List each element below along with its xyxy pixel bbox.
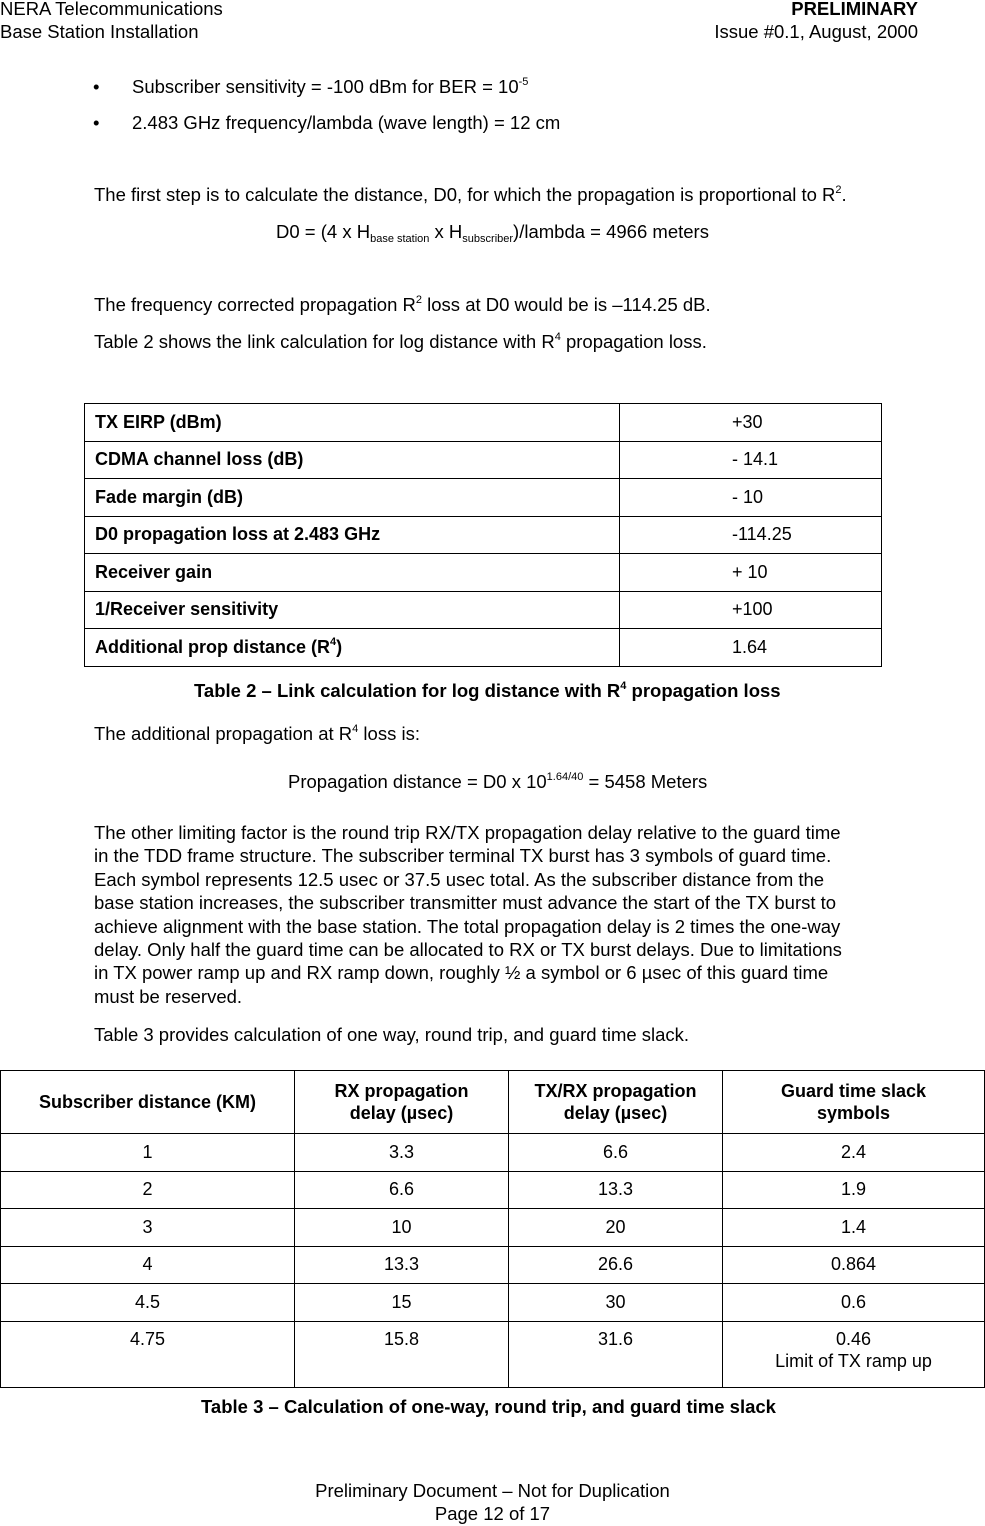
table-header-row — [1, 1071, 985, 1134]
table-cell: 3.3 — [295, 1134, 509, 1172]
table-row — [85, 479, 882, 517]
bullet-1-marker: • — [93, 76, 100, 97]
table-cell: 6.6 — [295, 1171, 509, 1209]
bullet-1-text: Subscriber sensitivity = -100 dBm for BER = 10 — [132, 76, 519, 97]
table-cell-value: - 10 — [620, 479, 882, 517]
table-cell: 20 — [509, 1209, 723, 1247]
formula-d0-sub-base: base station — [370, 233, 430, 245]
paragraph-line: Each symbol represents 12.5 usec or 37.5 usec total. As the subscriber distance from the — [94, 868, 825, 890]
column-header-rx-delay — [295, 1071, 509, 1134]
column-header-line: Guard time slack — [780, 1081, 927, 1101]
paragraph-frequency-loss-a: The frequency corrected propagation R — [94, 294, 416, 315]
table-cell: 1 — [1, 1134, 295, 1172]
table-cell-label: Receiver gain — [85, 554, 620, 592]
table-cell: 3 — [1, 1209, 295, 1247]
table-cell-note: Limit of TX ramp up — [775, 1350, 932, 1371]
footer-page-number: Page 12 of 17 — [434, 1503, 551, 1524]
header-doc-title: Base Station Installation — [0, 21, 199, 42]
table-row — [1, 1209, 985, 1247]
table-cell: 10 — [295, 1209, 509, 1247]
table-cell: 2.4 — [723, 1134, 985, 1172]
formula-d0-part-b: x H — [429, 221, 463, 242]
table-row — [1, 1321, 985, 1387]
paragraph-line: achieve alignment with the base station. The total propagation delay is 2 times the one-way — [94, 915, 841, 937]
table-row — [1, 1171, 985, 1209]
table-row — [1, 1284, 985, 1322]
table-cell-label-part: Additional prop distance (R — [95, 636, 331, 657]
table2-caption-a: Table 2 – Link calculation for log distance with R — [194, 680, 621, 701]
table2-caption — [194, 680, 781, 702]
table-cell: 15 — [295, 1284, 509, 1322]
table-row — [85, 516, 882, 554]
table-cell: 30 — [509, 1284, 723, 1322]
paragraph-line: base station increases, the subscriber transmitter must advance the start of the TX burst to — [94, 892, 837, 914]
table-cell-value: +100 — [620, 591, 882, 629]
table-cell: 15.8 — [295, 1321, 509, 1387]
paragraph-table3-intro: Table 3 provides calculation of one way, round trip, and guard time slack. — [94, 1024, 690, 1045]
formula-d0-sub-subscriber: subscriber — [462, 233, 514, 245]
paragraph-frequency-loss-exponent: 2 — [415, 294, 423, 306]
column-header-line: delay (µsec) — [563, 1103, 668, 1123]
table-row — [85, 629, 882, 667]
column-header-line: delay (µsec) — [349, 1103, 454, 1123]
formula-propagation-a: Propagation distance = D0 x 10 — [288, 771, 547, 792]
table-cell-label: Fade margin (dB) — [85, 479, 620, 517]
paragraph-line: in the TDD frame structure. The subscriber terminal TX burst has 3 symbols of guard time. — [94, 845, 832, 867]
table-cell: 26.6 — [509, 1246, 723, 1284]
table-row — [85, 441, 882, 479]
table-cell: 13.3 — [295, 1246, 509, 1284]
header-status: PRELIMINARY — [791, 0, 918, 19]
bullet-2-marker: • — [93, 112, 100, 133]
column-header-line: TX/RX propagation — [534, 1081, 697, 1101]
table-cell: 6.6 — [509, 1134, 723, 1172]
paragraph-d0-end: . — [841, 184, 847, 205]
paragraph-table2-intro-b: propagation loss. — [560, 331, 707, 352]
table-cell: 4 — [1, 1246, 295, 1284]
table-cell: 0.6 — [723, 1284, 985, 1322]
table-row — [1, 1246, 985, 1284]
table-row — [85, 591, 882, 629]
table-cell: 31.6 — [509, 1321, 723, 1387]
footer-notice: Preliminary Document – Not for Duplication — [315, 1480, 670, 1501]
table-cell-label: TX EIRP (dBm) — [85, 404, 620, 442]
table-cell: 13.3 — [509, 1171, 723, 1209]
table3-caption: Table 3 – Calculation of one-way, round trip, and guard time slack — [201, 1396, 776, 1417]
header-issue: Issue #0.1, August, 2000 — [714, 21, 918, 42]
table-cell-label: CDMA channel loss (dB) — [85, 441, 620, 479]
column-header-line: Subscriber distance (KM) — [38, 1092, 257, 1112]
table2-caption-exponent: 4 — [620, 680, 627, 692]
formula-propagation-exponent: 1.64/40 — [546, 771, 584, 783]
formula-propagation-b: = 5458 Meters — [583, 771, 708, 792]
paragraph-guard-time — [94, 821, 842, 1008]
paragraph-d0-intro — [94, 184, 847, 206]
table-row — [85, 554, 882, 592]
paragraph-line: in TX power ramp up and RX ramp down, roughly ½ a symbol or 6 µsec of this guard time — [94, 962, 829, 984]
table-cell: 0.864 — [723, 1246, 985, 1284]
table-cell — [723, 1321, 985, 1387]
paragraph-additional-prop-a: The additional propagation at R — [94, 723, 353, 744]
column-header-line: RX propagation — [334, 1081, 469, 1101]
formula-d0-part-c: )/lambda = 4966 meters — [513, 221, 709, 242]
paragraph-d0-text: The first step is to calculate the distance, D0, for which the propagation is proportional to R — [94, 184, 836, 205]
table-row — [85, 404, 882, 442]
table2-caption-b: propagation loss — [626, 680, 781, 701]
table-cell: 2 — [1, 1171, 295, 1209]
paragraph-additional-prop-exponent: 4 — [352, 723, 359, 735]
paragraph-frequency-loss-b: loss at D0 would be is –114.25 dB. — [422, 294, 711, 315]
table-cell-value: - 14.1 — [620, 441, 882, 479]
paragraph-line: The other limiting factor is the round trip RX/TX propagation delay relative to the guard time — [94, 822, 841, 843]
table-cell-label-end: ) — [336, 636, 343, 657]
column-header-line: symbols — [816, 1103, 891, 1123]
bullet-1-exponent: -5 — [518, 76, 529, 88]
table-cell-value: +30 — [620, 404, 882, 442]
paragraph-line: delay. Only half the guard time can be allocated to RX or TX burst delays. Due to limitations — [94, 939, 842, 961]
table-cell: 4.75 — [1, 1321, 295, 1387]
table-row — [1, 1134, 985, 1172]
footer — [0, 1479, 985, 1525]
table-cell-label-exponent: 4 — [330, 635, 337, 648]
paragraph-d0-exponent: 2 — [835, 184, 842, 196]
bullet-2: 2.483 GHz frequency/lambda (wave length) = 12 cm — [132, 112, 561, 133]
table-cell-label: 1/Receiver sensitivity — [85, 591, 620, 629]
table-cell-value: 0.46 — [835, 1328, 872, 1349]
column-header-txrx-delay — [509, 1071, 723, 1134]
formula-d0 — [276, 221, 709, 243]
paragraph-line: must be reserved. — [94, 985, 243, 1007]
table-cell-label: D0 propagation loss at 2.483 GHz — [85, 516, 620, 554]
paragraph-table2-intro-exponent: 4 — [554, 331, 561, 343]
formula-d0-part-a: D0 = (4 x H — [276, 221, 371, 242]
link-calculation-table — [84, 403, 882, 667]
paragraph-additional-prop-b: loss is: — [358, 723, 420, 744]
column-header-guard-slack — [723, 1071, 985, 1134]
column-header-distance — [1, 1071, 295, 1134]
paragraph-frequency-loss — [94, 294, 711, 316]
table-cell: 4.5 — [1, 1284, 295, 1322]
table-cell-label — [85, 629, 620, 667]
table-cell: 1.9 — [723, 1171, 985, 1209]
header-company: NERA Telecommunications — [0, 0, 223, 19]
table-cell: 1.4 — [723, 1209, 985, 1247]
table-cell-value: -114.25 — [620, 516, 882, 554]
paragraph-table2-intro-a: Table 2 shows the link calculation for log distance with R — [94, 331, 555, 352]
bullet-1 — [132, 76, 528, 98]
paragraph-table2-intro — [94, 331, 707, 353]
table-cell-value: 1.64 — [620, 629, 882, 667]
table-cell-value: + 10 — [620, 554, 882, 592]
guard-time-table — [0, 1070, 985, 1388]
paragraph-additional-prop — [94, 723, 420, 745]
formula-propagation-distance — [288, 771, 707, 793]
